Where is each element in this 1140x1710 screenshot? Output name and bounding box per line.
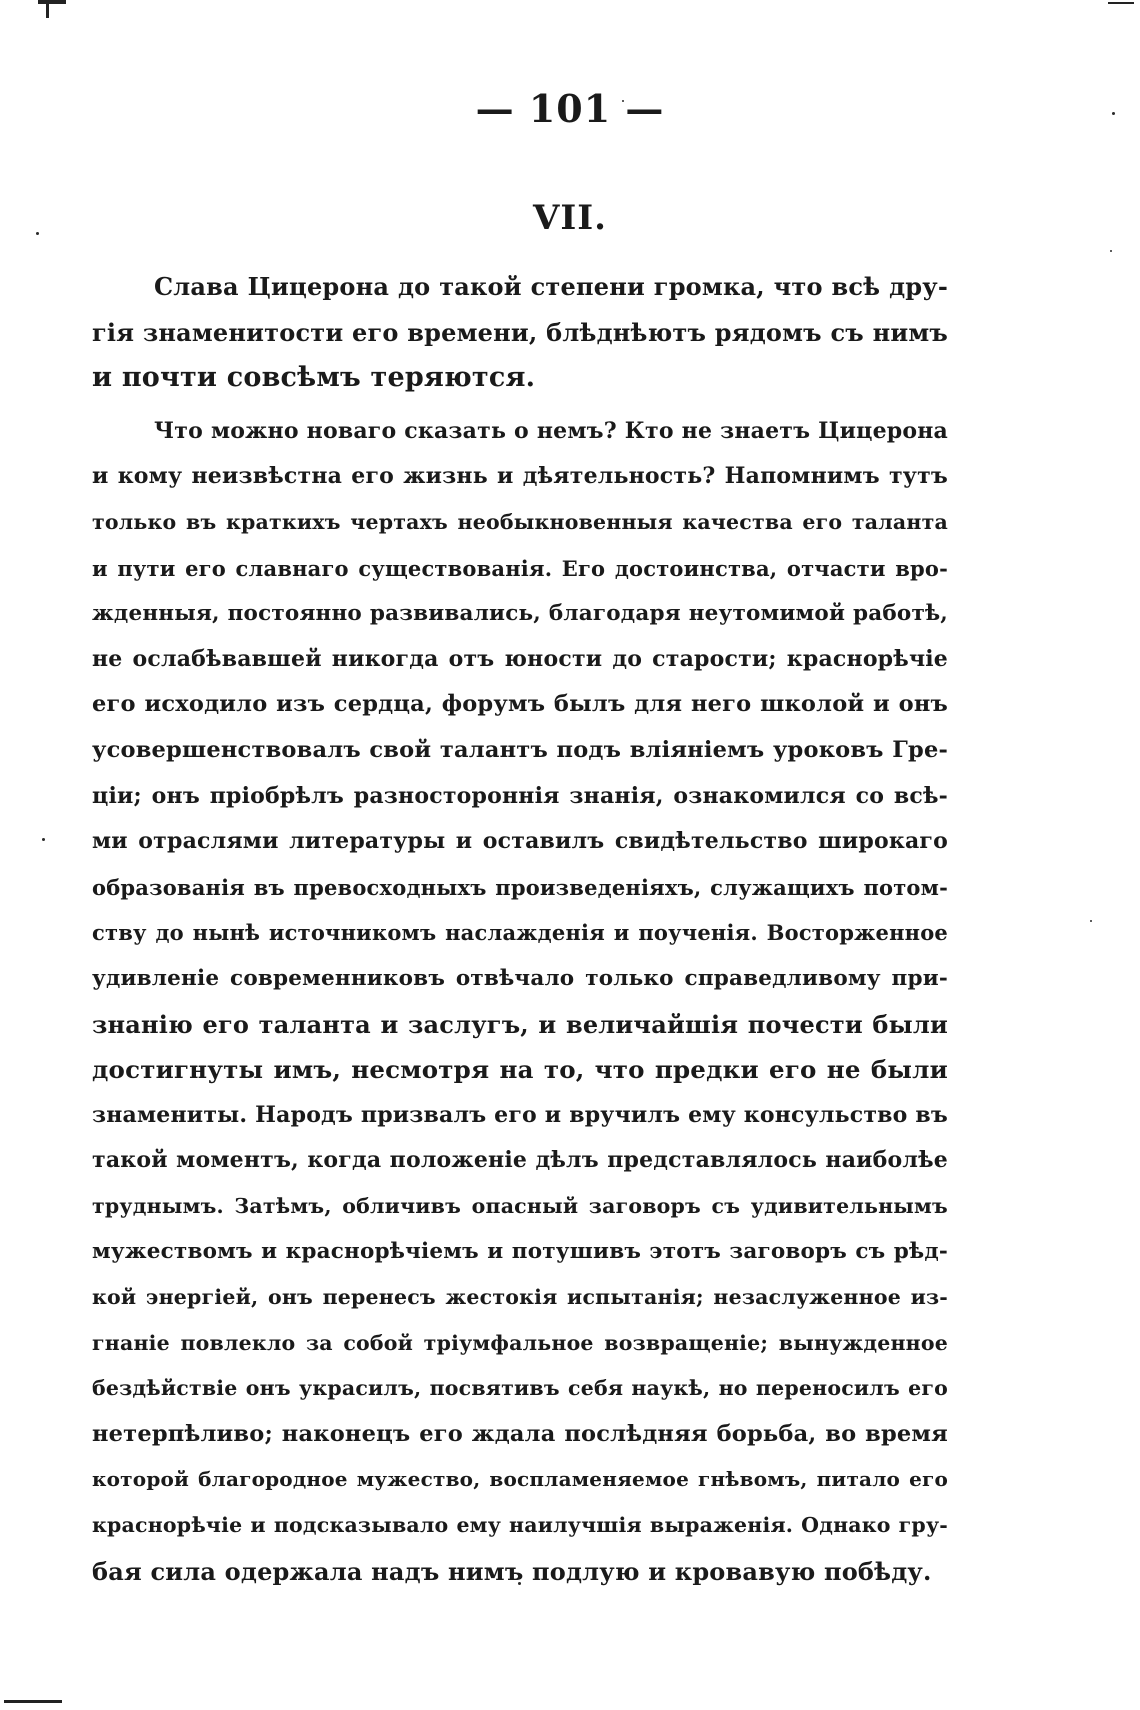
text-line: только въ краткихъ чертахъ необыкновенныя качества его таланта — [92, 509, 948, 534]
text-line: жденныя, постоянно развивались, благодаря неутомимой работѣ, — [92, 601, 948, 627]
text-line: такой моментъ, когда положеніе дѣлъ представлялось наиболѣе — [92, 1147, 948, 1174]
text-line: и кому неизвѣстна его жизнь и дѣятельность? Напомнимъ тутъ — [92, 463, 948, 490]
scan-mark-bottom-left — [4, 1700, 62, 1703]
scan-mark-top-left — [38, 0, 66, 4]
text-line: его исходило изъ сердца, форумъ былъ для него школой и онъ — [92, 691, 948, 718]
scan-speck — [1090, 920, 1092, 922]
text-line: и почти совсѣмъ теряются. — [92, 362, 536, 394]
text-line: образованія въ превосходныхъ произведеніяхъ, служащихъ потом- — [92, 874, 948, 900]
text-line: труднымъ. Затѣмъ, обличивъ опасный заговоръ съ удивительнымъ — [92, 1193, 948, 1218]
text-line: мужествомъ и краснорѣчіемъ и потушивъ этотъ заговоръ съ рѣд- — [92, 1239, 948, 1265]
text-line: гія знаменитости его времени, блѣднѣютъ рядомъ съ нимъ — [92, 317, 948, 347]
body-text — [92, 264, 948, 1602]
text-line: бездѣйствіе онъ украсилъ, посвятивъ себя наукѣ, но переносилъ его — [92, 1376, 948, 1401]
text-line: которой благородное мужество, воспламеняемое гнѣвомъ, питало его — [92, 1467, 948, 1492]
paragraph-1 — [92, 264, 948, 401]
text-line: Слава Цицерона до такой степени громка, что всѣ дру- — [154, 272, 948, 301]
text-line: Что можно новаго сказать о немъ? Кто не знаетъ Цицерона — [154, 417, 948, 444]
chapter-heading: VII. — [532, 198, 608, 238]
text-line: достигнуты имъ, несмотря на то, что предки его не были — [92, 1055, 948, 1085]
text-line: и пути его славнаго существованія. Его достоинства, отчасти вро- — [92, 555, 948, 581]
paragraph-2 — [92, 409, 948, 1594]
text-line: кой энергіей, онъ перенесъ жестокія испытанія; незаслуженное из- — [92, 1285, 948, 1310]
text-line: усовершенствовалъ свой талантъ подъ вліяніемъ уроковъ Гре- — [92, 736, 948, 763]
text-line: нетерпѣливо; наконецъ его ждала послѣдняя борьба, во время — [92, 1420, 948, 1447]
scan-speck — [1110, 250, 1112, 252]
scan-mark-top-left-stem — [46, 4, 49, 18]
page-number: — 101 — — [475, 86, 665, 131]
text-line: знанію его таланта и заслугъ, и величайшія почести были — [92, 1009, 948, 1039]
scan-mark-top-right — [1108, 2, 1134, 4]
text-line: не ослабѣвавшей никогда отъ юности до старости; краснорѣчіе — [92, 645, 948, 672]
text-line: ству до нынѣ источникомъ наслажденія и поученія. Восторженное — [92, 920, 948, 946]
text-line: краснорѣчіе и подсказывало ему наилучшія выраженія. Однако гру- — [92, 1513, 948, 1538]
text-line: знамениты. Народъ призвалъ его и вручилъ ему консульство въ — [92, 1101, 948, 1128]
text-line: ціи; онъ пріобрѣлъ разностороннія знанія, ознакомился со всѣ- — [92, 782, 948, 809]
text-line: гнаніе повлекло за собой тріумфальное возвращеніе; вынужденное — [92, 1330, 948, 1355]
scan-speck — [42, 838, 45, 841]
text-line: удивленіе современниковъ отвѣчало только справедливому при- — [92, 965, 948, 991]
text-line: ми отраслями литературы и оставилъ свидѣтельство широкаго — [92, 828, 948, 855]
text-line: бая сила одержала надъ нимъ подлую и кровавую побѣду. — [92, 1556, 932, 1586]
